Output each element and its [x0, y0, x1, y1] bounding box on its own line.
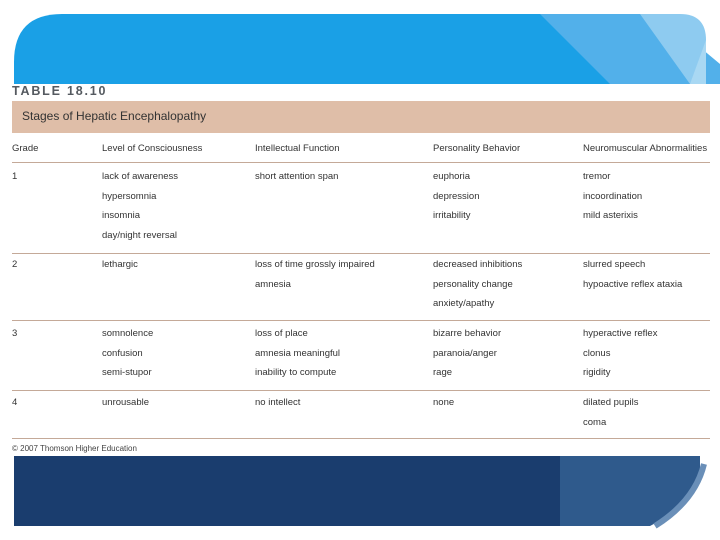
cell-line: hypersomnia [102, 190, 157, 202]
cell-line: anxiety/apathy [433, 298, 495, 310]
personality-cell [433, 324, 501, 383]
personality-cell [433, 393, 454, 413]
cell-line: unrousable [102, 397, 150, 408]
cell-line: rigidity [583, 367, 611, 379]
neuromuscular-cell [583, 324, 657, 383]
personality-cell [433, 167, 479, 226]
grade-cell [12, 324, 17, 344]
grade-cell [12, 393, 17, 413]
cell-line: loss of time grossly impaired [255, 259, 375, 270]
bottom-banner [0, 456, 720, 540]
cell-line: coma [583, 416, 607, 428]
cell-line: lack of awareness [102, 171, 179, 182]
table-header-row [12, 140, 710, 163]
cell-line: paranoia/anger [433, 347, 497, 359]
intellectual-cell [255, 393, 300, 413]
cell-line: slurred speech [583, 259, 646, 270]
cell-line: dilated pupils [583, 397, 639, 408]
table-row [12, 324, 710, 391]
header-grade: Grade [12, 143, 39, 154]
header-intellectual: Intellectual Function [255, 143, 340, 154]
table-caption: Stages of Hepatic Encephalopathy [22, 109, 207, 123]
cell-line: short attention span [255, 171, 339, 182]
cell-line: confusion [102, 347, 143, 359]
cell-line: no intellect [255, 397, 301, 408]
header-neuromuscular: Neuromuscular Abnormalities [583, 143, 708, 154]
header-consciousness: Level of Consciousness [102, 143, 203, 154]
cell-line: rage [433, 367, 453, 379]
table-title: TABLE 18.10 [12, 84, 108, 98]
neuromuscular-cell [583, 255, 682, 294]
grade-cell [12, 255, 17, 275]
intellectual-cell [255, 255, 375, 294]
grade-value: 3 [12, 328, 18, 339]
consciousness-cell [102, 255, 138, 275]
consciousness-cell [102, 393, 149, 413]
cell-line: hyperactive reflex [583, 328, 658, 339]
cell-line: bizarre behavior [433, 328, 502, 339]
cell-line: mild asterixis [583, 210, 638, 222]
cell-line: incoordination [583, 190, 643, 202]
cell-line: none [433, 397, 455, 408]
top-banner [0, 0, 720, 84]
cell-line: clonus [583, 347, 611, 359]
cell-line: day/night reversal [102, 229, 177, 241]
header-personality: Personality Behavior [433, 143, 521, 154]
consciousness-cell [102, 324, 153, 383]
cell-line: irritability [433, 210, 471, 222]
personality-cell [433, 255, 522, 314]
cell-line: euphoria [433, 171, 470, 182]
grade-value: 4 [12, 397, 18, 408]
cell-line: amnesia meaningful [255, 347, 341, 359]
table-row [12, 167, 710, 254]
grade-cell [12, 167, 17, 187]
intellectual-cell [255, 324, 340, 383]
table-caption-band [12, 101, 710, 133]
cell-line: hypoactive reflex ataxia [583, 278, 683, 290]
cell-line: tremor [583, 171, 611, 182]
neuromuscular-cell [583, 167, 642, 226]
copyright-notice: © 2007 Thomson Higher Education [12, 444, 137, 453]
consciousness-cell [102, 167, 178, 245]
cell-line: amnesia [255, 278, 291, 290]
cell-line: somnolence [102, 328, 154, 339]
table-row [12, 393, 710, 439]
cell-line: depression [433, 190, 480, 202]
cell-line: semi-stupor [102, 367, 152, 379]
cell-line: decreased inhibitions [433, 259, 523, 270]
neuromuscular-cell [583, 393, 638, 432]
cell-line: inability to compute [255, 367, 337, 379]
intellectual-cell [255, 167, 338, 187]
cell-line: personality change [433, 278, 513, 290]
grade-value: 2 [12, 259, 18, 270]
cell-line: loss of place [255, 328, 308, 339]
cell-line: insomnia [102, 210, 141, 222]
grade-value: 1 [12, 171, 18, 182]
cell-line: lethargic [102, 259, 138, 270]
table-row [12, 255, 710, 321]
